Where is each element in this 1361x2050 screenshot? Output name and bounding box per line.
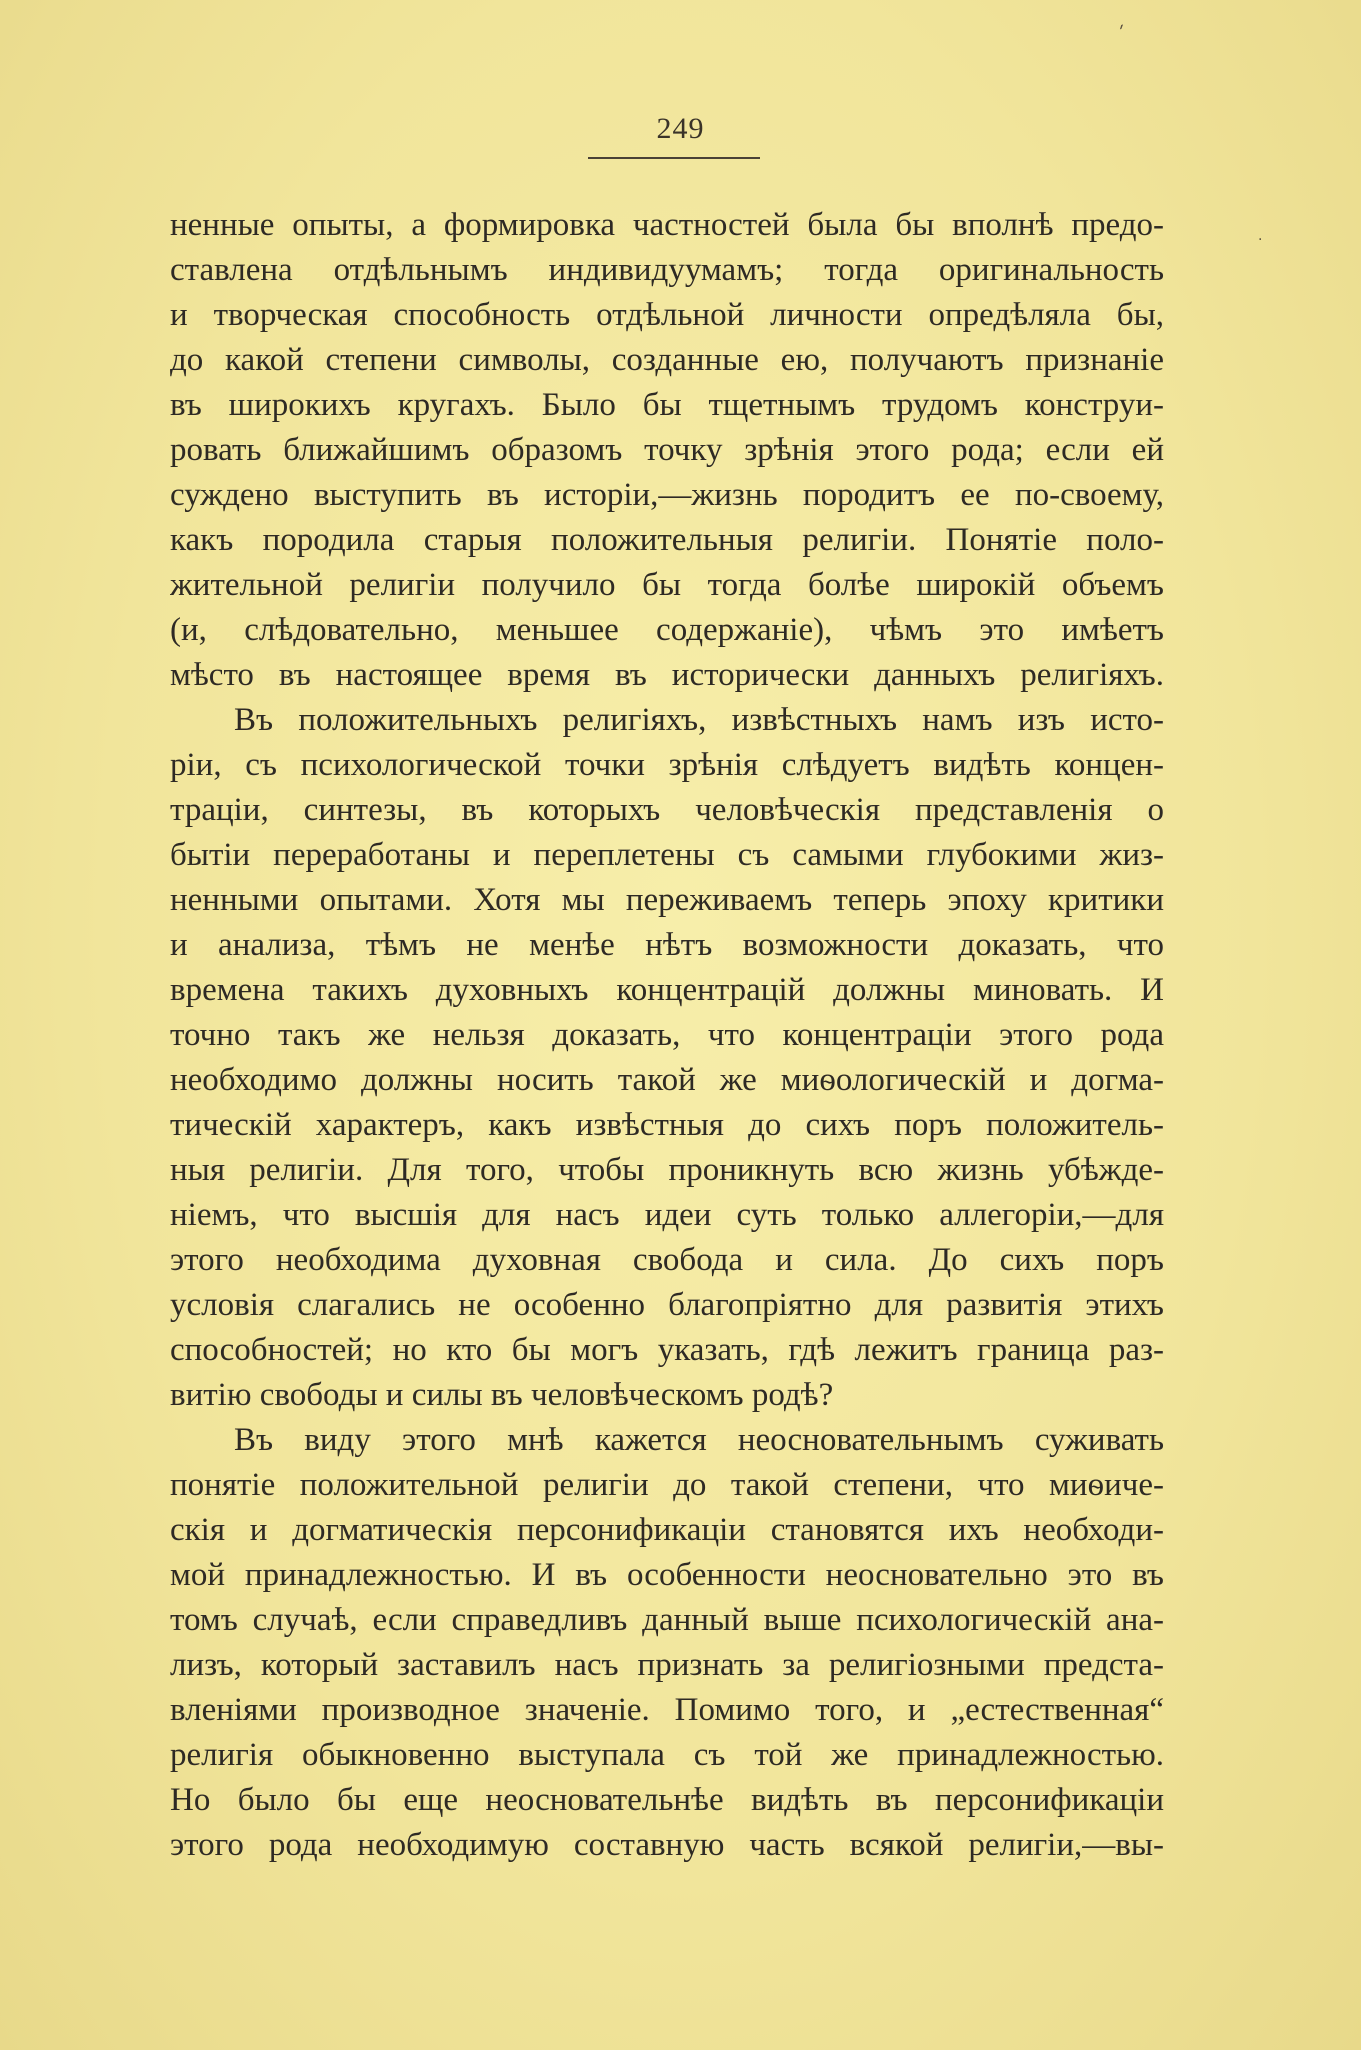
text-line: тическій характеръ, какъ извѣстныя до сихъ поръ положитель- [170, 1107, 1164, 1143]
text-line: мѣсто въ настоящее время въ исторически данныхъ религіяхъ. [170, 657, 1164, 693]
text-line: ніемъ, что высшія для насъ идеи суть только аллегоріи,—для [170, 1197, 1164, 1233]
text-line: до какой степени символы, созданные ею, получаютъ признаніе [170, 342, 1164, 378]
text-line: мой принадлежностью. И въ особенности неосновательно это въ [170, 1557, 1164, 1593]
text-line: суждено выступить въ исторіи,—жизнь породитъ ее по-своему, [170, 477, 1164, 513]
text-line: Въ положительныхъ религіяхъ, извѣстныхъ намъ изъ исто- [234, 702, 1164, 738]
text-line: и творческая способность отдѣльной личности опредѣляла бы, [170, 297, 1164, 333]
text-line: способностей; но кто бы могъ указать, гдѣ лежитъ граница раз- [170, 1332, 1164, 1368]
text-line: (и, слѣдовательно, меньшее содержаніе), чѣмъ это имѣетъ [170, 612, 1164, 648]
text-line: этого необходима духовная свобода и сила. До сихъ поръ [170, 1242, 1164, 1278]
pencil-mark: ˊ [1114, 21, 1132, 47]
text-line: какъ породила старыя положительныя религіи. Понятіе поло- [170, 522, 1164, 558]
text-line: точно такъ же нельзя доказать, что концентраціи этого рода [170, 1017, 1164, 1053]
text-line: томъ случаѣ, если справедливъ данный выше психологическій ана- [170, 1602, 1164, 1638]
text-line: траціи, синтезы, въ которыхъ человѣческія представленія о [170, 792, 1164, 828]
text-line: ставлена отдѣльнымъ индивидуумамъ; тогда оригинальность [170, 252, 1164, 288]
page-number: 249 [656, 112, 705, 145]
text-line: въ широкихъ кругахъ. Было бы тщетнымъ трудомъ конструи- [170, 387, 1164, 423]
text-line: ріи, съ психологической точки зрѣнія слѣдуетъ видѣть концен- [170, 747, 1164, 783]
text-line: лизъ, который заставилъ насъ признать за религіозными предста- [170, 1647, 1164, 1683]
margin-dot: . [1258, 228, 1263, 244]
text-line: религія обыкновенно выступала съ той же принадлежностью. [170, 1737, 1164, 1773]
text-line: ненными опытами. Хотя мы переживаемъ теперь эпоху критики [170, 882, 1164, 918]
text-line: вленіями производное значеніе. Помимо того, и „естественная“ [170, 1692, 1164, 1728]
text-line: времена такихъ духовныхъ концентрацій должны миновать. И [170, 972, 1164, 1008]
body-text [170, 203, 1164, 1868]
text-line: ныя религіи. Для того, чтобы проникнуть всю жизнь убѣжде- [170, 1152, 1164, 1188]
text-line: Но было бы еще неосновательнѣе видѣть въ персонификаціи [170, 1782, 1164, 1818]
text-line: скія и догматическія персонификаціи становятся ихъ необходи- [170, 1512, 1164, 1548]
header-rule [588, 157, 760, 159]
text-line: бытіи переработаны и переплетены съ самыми глубокими жиз- [170, 837, 1164, 873]
text-line: ненные опыты, а формировка частностей была бы вполнѣ предо- [170, 207, 1164, 243]
text-line: этого рода необходимую составную часть всякой религіи,—вы- [170, 1827, 1164, 1863]
text-line: Въ виду этого мнѣ кажется неосновательнымъ суживать [234, 1422, 1164, 1458]
text-line: ровать ближайшимъ образомъ точку зрѣнія этого рода; если ей [170, 432, 1164, 468]
text-line: жительной религіи получило бы тогда болѣе широкій объемъ [170, 567, 1164, 603]
text-line: витію свободы и силы въ человѣческомъ родѣ? [170, 1377, 834, 1413]
text-line: необходимо должны носить такой же миѳологическій и догма- [170, 1062, 1164, 1098]
text-line: условія слагались не особенно благопріятно для развитія этихъ [170, 1287, 1164, 1323]
text-line: и анализа, тѣмъ не менѣе нѣтъ возможности доказать, что [170, 927, 1164, 963]
text-line: понятіе положительной религіи до такой степени, что миѳиче- [170, 1467, 1164, 1503]
